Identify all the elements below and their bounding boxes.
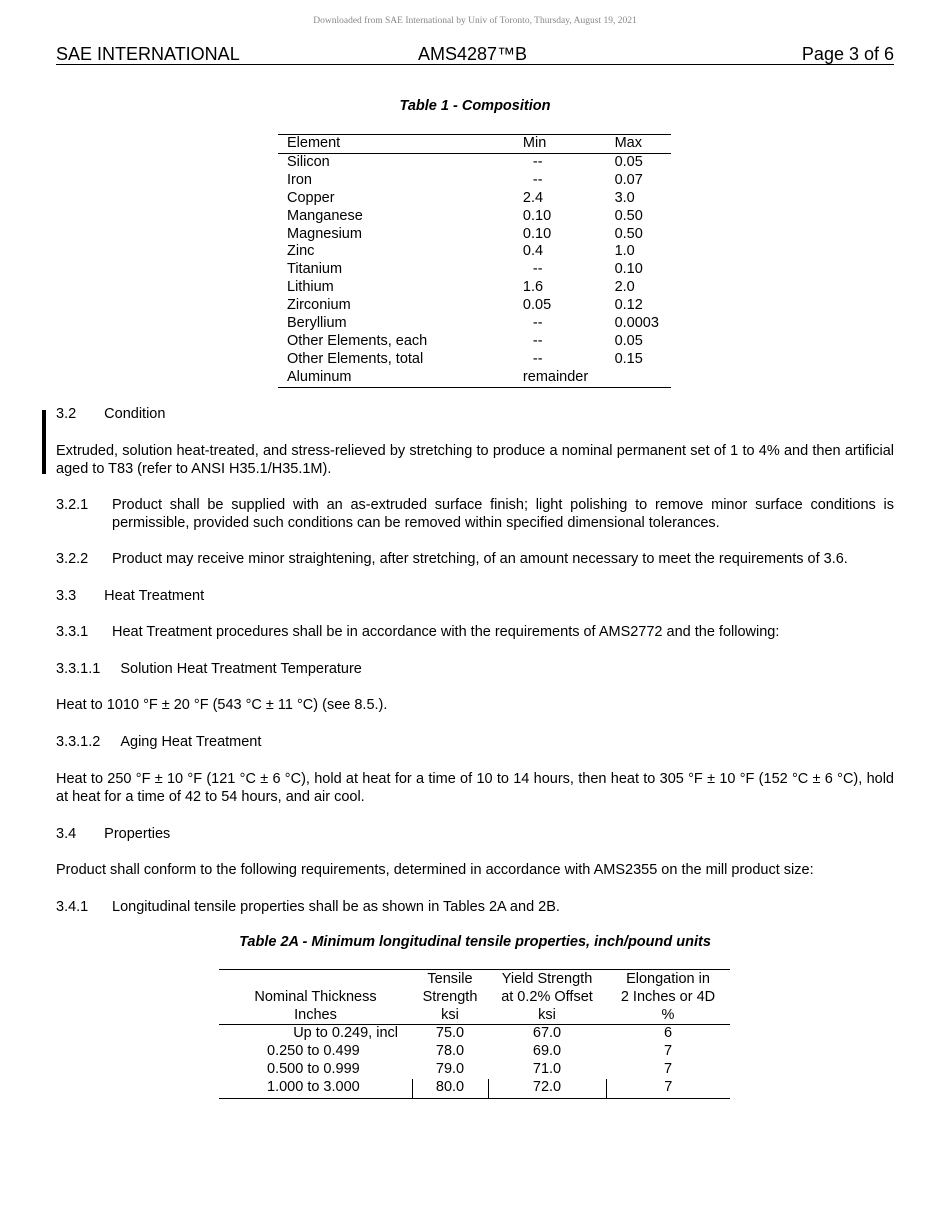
page-header xyxy=(56,44,894,65)
section-text: Product shall be supplied with an as-extruded surface finish; light polishing to remove minor surface conditions is permissible, provided such conditions can be removed within specified dimensional tolerances. xyxy=(112,497,894,531)
min-cell: 0.10 xyxy=(522,207,552,224)
table-row xyxy=(219,1043,730,1061)
element-cell: Aluminum xyxy=(287,368,352,385)
table-header-row xyxy=(278,135,671,154)
section-text: Product may receive minor straightening, after stretching, of an amount necessary to meet the requirements of 3.6. xyxy=(112,551,848,567)
max-cell: 3.0 xyxy=(614,189,635,206)
section-number: 3.3.1.1 xyxy=(56,661,101,677)
header-tensile-line1: Tensile xyxy=(427,971,473,987)
header-elongation-line1: Elongation in xyxy=(626,971,710,987)
section-number: 3.3.1.2 xyxy=(56,734,101,750)
max-cell: 0.07 xyxy=(614,171,643,188)
section-3-2-2 xyxy=(56,550,894,568)
header-tensile-line3: ksi xyxy=(412,1006,488,1025)
section-title: Condition xyxy=(104,406,166,422)
elongation-cell: 7 xyxy=(663,1060,673,1077)
header-elongation-line3: % xyxy=(606,1006,730,1025)
element-cell: Copper xyxy=(287,189,335,206)
element-cell: Manganese xyxy=(287,207,363,224)
table-row xyxy=(278,333,671,351)
section-3-3-heading xyxy=(56,587,894,605)
element-cell: Iron xyxy=(287,171,312,188)
max-cell: 0.05 xyxy=(614,332,643,349)
thickness-cell: 0.500 to 0.999 xyxy=(267,1060,360,1077)
tensile-cell: 79.0 xyxy=(435,1060,465,1077)
element-cell: Beryllium xyxy=(287,315,347,332)
table-row xyxy=(219,1025,730,1043)
elongation-cell: 7 xyxy=(663,1042,673,1059)
section-title: Heat Treatment xyxy=(104,588,205,604)
yield-cell: 71.0 xyxy=(532,1060,562,1077)
header-organization: SAE INTERNATIONAL xyxy=(56,44,240,64)
section-text: Heat Treatment procedures shall be in accordance with the requirements of AMS2772 and the following: xyxy=(112,624,780,640)
revision-change-bar xyxy=(42,410,46,474)
header-thickness-line1 xyxy=(219,970,412,989)
min-cell: 1.6 xyxy=(522,279,544,296)
yield-cell: 72.0 xyxy=(488,1079,606,1098)
tensile-properties-table xyxy=(219,969,730,1099)
table-header-row xyxy=(219,1006,730,1025)
table-row xyxy=(278,279,671,297)
section-3-2-text: Extruded, solution heat-treated, and stress-relieved by stretching to produce a nominal permanent set of 1 to 4% and then artificial aged to T83 (refer to ANSI H35.1/H35.1M). xyxy=(56,443,894,477)
min-cell: 0.05 xyxy=(522,297,552,314)
header-elongation-line2: 2 Inches or 4D xyxy=(620,989,716,1005)
min-cell: -- xyxy=(532,153,543,170)
tensile-cell: 80.0 xyxy=(412,1079,488,1098)
header-yield-line1: Yield Strength xyxy=(501,971,593,987)
element-cell: Magnesium xyxy=(287,225,362,242)
section-3-2-1 xyxy=(56,496,894,532)
section-number: 3.3.1 xyxy=(56,624,89,640)
max-cell: 0.50 xyxy=(614,225,643,242)
table-row xyxy=(278,369,671,387)
max-cell: 0.10 xyxy=(614,261,643,278)
section-3-4-1 xyxy=(56,898,894,916)
element-cell: Lithium xyxy=(287,279,334,296)
yield-cell: 69.0 xyxy=(532,1042,562,1059)
element-cell: Titanium xyxy=(287,261,343,278)
section-title: Aging Heat Treatment xyxy=(120,734,262,750)
table-row xyxy=(278,243,671,261)
table2a-caption: Table 2A - Minimum longitudinal tensile properties, inch/pound units xyxy=(239,934,711,950)
column-header-max: Max xyxy=(615,135,671,154)
header-page-number: Page 3 of 6 xyxy=(801,44,894,64)
max-cell xyxy=(615,369,671,387)
min-cell: 0.10 xyxy=(522,225,552,242)
min-cell: -- xyxy=(532,332,543,349)
table-row xyxy=(278,208,671,226)
table1-caption: Table 1 - Composition xyxy=(399,98,551,114)
table-header-row xyxy=(219,988,730,1006)
section-3-3-1-2-text: Heat to 250 °F ± 10 °F (121 °C ± 6 °C), hold at heat for a time of 10 to 14 hours, then heat to 305 °F ± 10 °F (152 °C ± 6 °C), hold at heat for a time of 42 to 54 hours, and air cool. xyxy=(56,771,894,805)
table-row xyxy=(278,226,671,244)
composition-table xyxy=(278,134,671,388)
min-cell: -- xyxy=(532,261,543,278)
table-row xyxy=(278,297,671,315)
max-cell: 0.05 xyxy=(614,153,643,170)
element-cell: Silicon xyxy=(287,153,330,170)
thickness-cell: 0.250 to 0.499 xyxy=(267,1042,360,1059)
download-watermark: Downloaded from SAE International by Univ of Toronto, Thursday, August 19, 2021 xyxy=(313,16,637,26)
max-cell: 2.0 xyxy=(614,279,635,296)
section-number: 3.3 xyxy=(56,588,77,604)
table-row xyxy=(278,351,671,369)
tensile-cell: 78.0 xyxy=(435,1042,465,1059)
table-row xyxy=(278,315,671,333)
element-cell: Zinc xyxy=(287,243,315,260)
section-title: Solution Heat Treatment Temperature xyxy=(120,661,362,677)
section-3-3-1-1-text: Heat to 1010 °F ± 20 °F (543 °C ± 11 °C) (see 8.5.). xyxy=(56,697,388,713)
table-row xyxy=(278,261,671,279)
min-cell: 2.4 xyxy=(522,189,544,206)
table-row xyxy=(278,153,671,171)
max-cell: 0.0003 xyxy=(614,315,659,332)
section-number: 3.2 xyxy=(56,406,77,422)
section-3-3-1 xyxy=(56,623,894,641)
header-document-number: AMS4287™B xyxy=(418,44,528,64)
max-cell: 0.15 xyxy=(614,350,643,367)
column-header-min: Min xyxy=(523,135,615,154)
min-cell: -- xyxy=(532,315,543,332)
element-cell: Other Elements, total xyxy=(287,350,424,367)
header-yield-line2: at 0.2% Offset xyxy=(501,989,593,1005)
section-3-4-text: Product shall conform to the following requirements, determined in accordance with AMS2355 on the mill product size: xyxy=(56,862,814,878)
section-number: 3.4.1 xyxy=(56,899,89,915)
thickness-cell: 1.000 to 3.000 xyxy=(267,1078,360,1095)
section-number: 3.2.2 xyxy=(56,551,89,567)
element-cell: Other Elements, each xyxy=(287,332,428,349)
table-row xyxy=(219,1079,730,1098)
header-tensile-line2: Strength xyxy=(422,989,478,1005)
section-3-3-1-2-heading xyxy=(56,733,894,751)
table-row xyxy=(278,190,671,208)
section-3-3-1-1-heading xyxy=(56,660,894,678)
min-cell: remainder xyxy=(522,368,589,385)
max-cell: 1.0 xyxy=(614,243,635,260)
yield-cell: 67.0 xyxy=(532,1025,562,1041)
header-thickness-line2: Nominal Thickness xyxy=(254,989,377,1005)
header-yield-line3: ksi xyxy=(488,1006,606,1025)
column-header-element: Element xyxy=(278,135,523,154)
max-cell: 0.50 xyxy=(614,207,643,224)
section-number: 3.4 xyxy=(56,826,77,842)
table-row xyxy=(278,172,671,190)
min-cell: -- xyxy=(532,350,543,367)
element-cell: Zirconium xyxy=(287,297,351,314)
section-number: 3.2.1 xyxy=(56,497,89,513)
elongation-cell: 7 xyxy=(606,1079,730,1098)
section-3-4-heading xyxy=(56,825,894,843)
section-text: Longitudinal tensile properties shall be as shown in Tables 2A and 2B. xyxy=(112,899,560,915)
header-thickness-line3: Inches xyxy=(219,1006,412,1025)
max-cell: 0.12 xyxy=(614,297,643,314)
section-3-2-heading xyxy=(56,405,894,423)
table-header-row xyxy=(219,970,730,989)
elongation-cell: 6 xyxy=(663,1025,673,1041)
min-cell: -- xyxy=(532,171,543,188)
thickness-cell: Up to 0.249, incl xyxy=(293,1025,398,1041)
tensile-cell: 75.0 xyxy=(435,1025,465,1041)
section-title: Properties xyxy=(104,826,171,842)
table-row xyxy=(219,1061,730,1079)
min-cell: 0.4 xyxy=(522,243,544,260)
